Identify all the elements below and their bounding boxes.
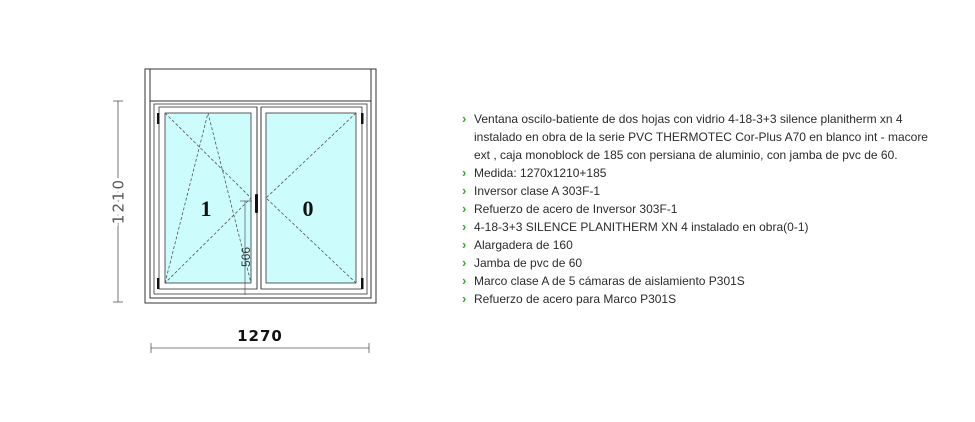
- width-dim-label: 1270: [237, 327, 283, 345]
- spec-item: [462, 272, 942, 290]
- chevron-right-icon: ›: [462, 255, 467, 270]
- handle-icon: [255, 194, 258, 213]
- spec-item-text: Marco clase A de 5 cámaras de aislamiento P301S: [474, 274, 745, 288]
- spec-item-text: 4-18-3+3 SILENCE PLANITHERM XN 4 instalado en obra(0-1): [474, 220, 809, 234]
- sash-left-label: 1: [200, 196, 212, 221]
- spec-item: [462, 110, 942, 164]
- spec-item: [462, 182, 942, 200]
- spec-item-text: Alargadera de 160: [474, 238, 573, 252]
- spec-item: [462, 236, 942, 254]
- spec-item-text: Inversor clase A 303F-1: [474, 184, 601, 198]
- spec-item-text: Refuerzo de acero para Marco P301S: [474, 292, 677, 306]
- spec-item-text: Ventana oscilo-batiente de dos hojas con vidrio 4-18-3+3 silence planitherm xn 4 instalado en obra de la serie PVC THERMOTEC Cor-Plus A70 en blanco int - macore ext , caja monoblock de 185 con persiana de aluminio, con jamba de pvc de 60.: [474, 112, 928, 162]
- chevron-right-icon: ›: [462, 165, 467, 180]
- sash-right-label: 0: [302, 196, 314, 221]
- hinge-right-bottom: [361, 278, 364, 289]
- chevron-right-icon: ›: [462, 111, 467, 126]
- spec-item: [462, 290, 942, 308]
- hinge-left-bottom: [157, 278, 160, 289]
- chevron-right-icon: ›: [462, 273, 467, 288]
- spec-item: [462, 218, 942, 236]
- hinge-left-top: [157, 113, 160, 124]
- spec-item: [462, 200, 942, 218]
- window-drawing: [0, 0, 460, 422]
- hinge-right-top: [361, 113, 364, 124]
- chevron-right-icon: ›: [462, 219, 467, 234]
- chevron-right-icon: ›: [462, 291, 467, 306]
- spec-item-text: Jamba de pvc de 60: [474, 256, 583, 270]
- chevron-right-icon: ›: [462, 201, 467, 216]
- chevron-right-icon: ›: [462, 237, 467, 252]
- shutter-box: [150, 69, 371, 101]
- chevron-right-icon: ›: [462, 183, 467, 198]
- spec-item: [462, 164, 942, 182]
- spec-list: [462, 110, 942, 308]
- spec-item-text: Refuerzo de acero de Inversor 303F-1: [474, 202, 678, 216]
- spec-item-text: Medida: 1270x1210+185: [474, 166, 607, 180]
- height-dim-label: 1210: [109, 177, 128, 225]
- spec-item: [462, 254, 942, 272]
- handle-dim-label: 566: [239, 246, 253, 268]
